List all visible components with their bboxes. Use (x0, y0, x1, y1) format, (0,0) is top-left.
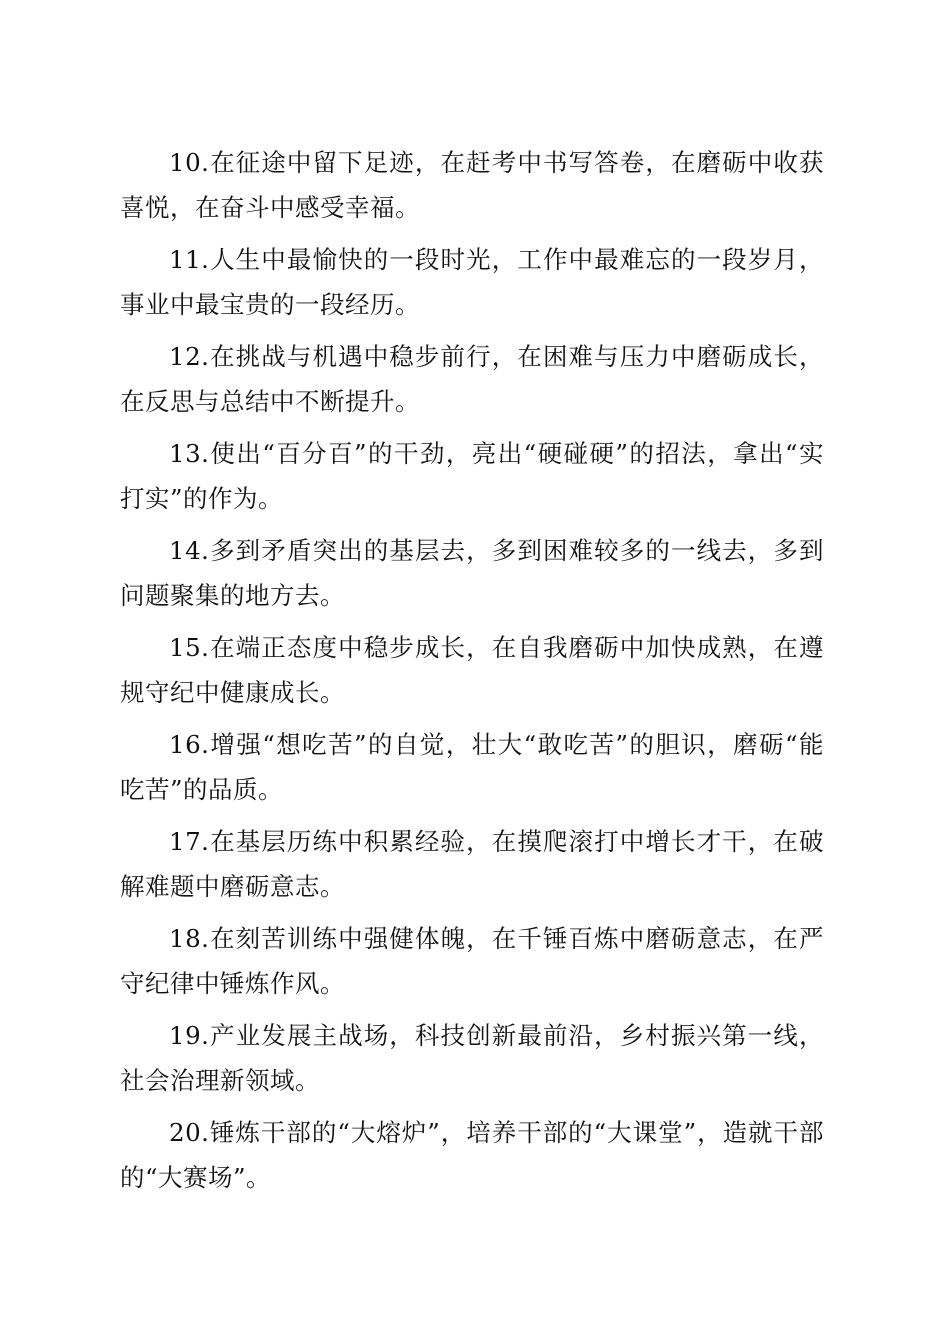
paragraph-16: 16.增强“想吃苦”的自觉，壮大“敢吃苦”的胆识，磨砺“能吃苦”的品质。 (120, 730, 824, 804)
document-body (120, 140, 824, 1207)
paragraph-11: 11.人生中最愉快的一段时光，工作中最难忘的一段岁月，事业中最宝贵的一段经历。 (120, 245, 824, 319)
paragraph-20: 20.锤炼干部的“大熔炉”，培养干部的“大课堂”，造就干部的“大赛场”。 (120, 1118, 824, 1192)
paragraph-12: 12.在挑战与机遇中稳步前行，在困难与压力中磨砺成长，在反思与总结中不断提升。 (120, 342, 824, 416)
paragraph-19: 19.产业发展主战场，科技创新最前沿，乡村振兴第一线，社会治理新领域。 (120, 1021, 824, 1095)
paragraph-15: 15.在端正态度中稳步成长，在自我磨砺中加快成熟，在遵规守纪中健康成长。 (120, 633, 824, 707)
paragraph-18: 18.在刻苦训练中强健体魄，在千锤百炼中磨砺意志，在严守纪律中锤炼作风。 (120, 924, 824, 998)
paragraph-14: 14.多到矛盾突出的基层去，多到困难较多的一线去，多到问题聚集的地方去。 (120, 536, 824, 610)
paragraph-10: 10.在征途中留下足迹，在赶考中书写答卷，在磨砺中收获喜悦，在奋斗中感受幸福。 (120, 148, 824, 222)
paragraph-13: 13.使出“百分百”的干劲，亮出“硬碰硬”的招法，拿出“实打实”的作为。 (120, 439, 824, 513)
paragraph-17: 17.在基层历练中积累经验，在摸爬滚打中增长才干，在破解难题中磨砺意志。 (120, 827, 824, 901)
